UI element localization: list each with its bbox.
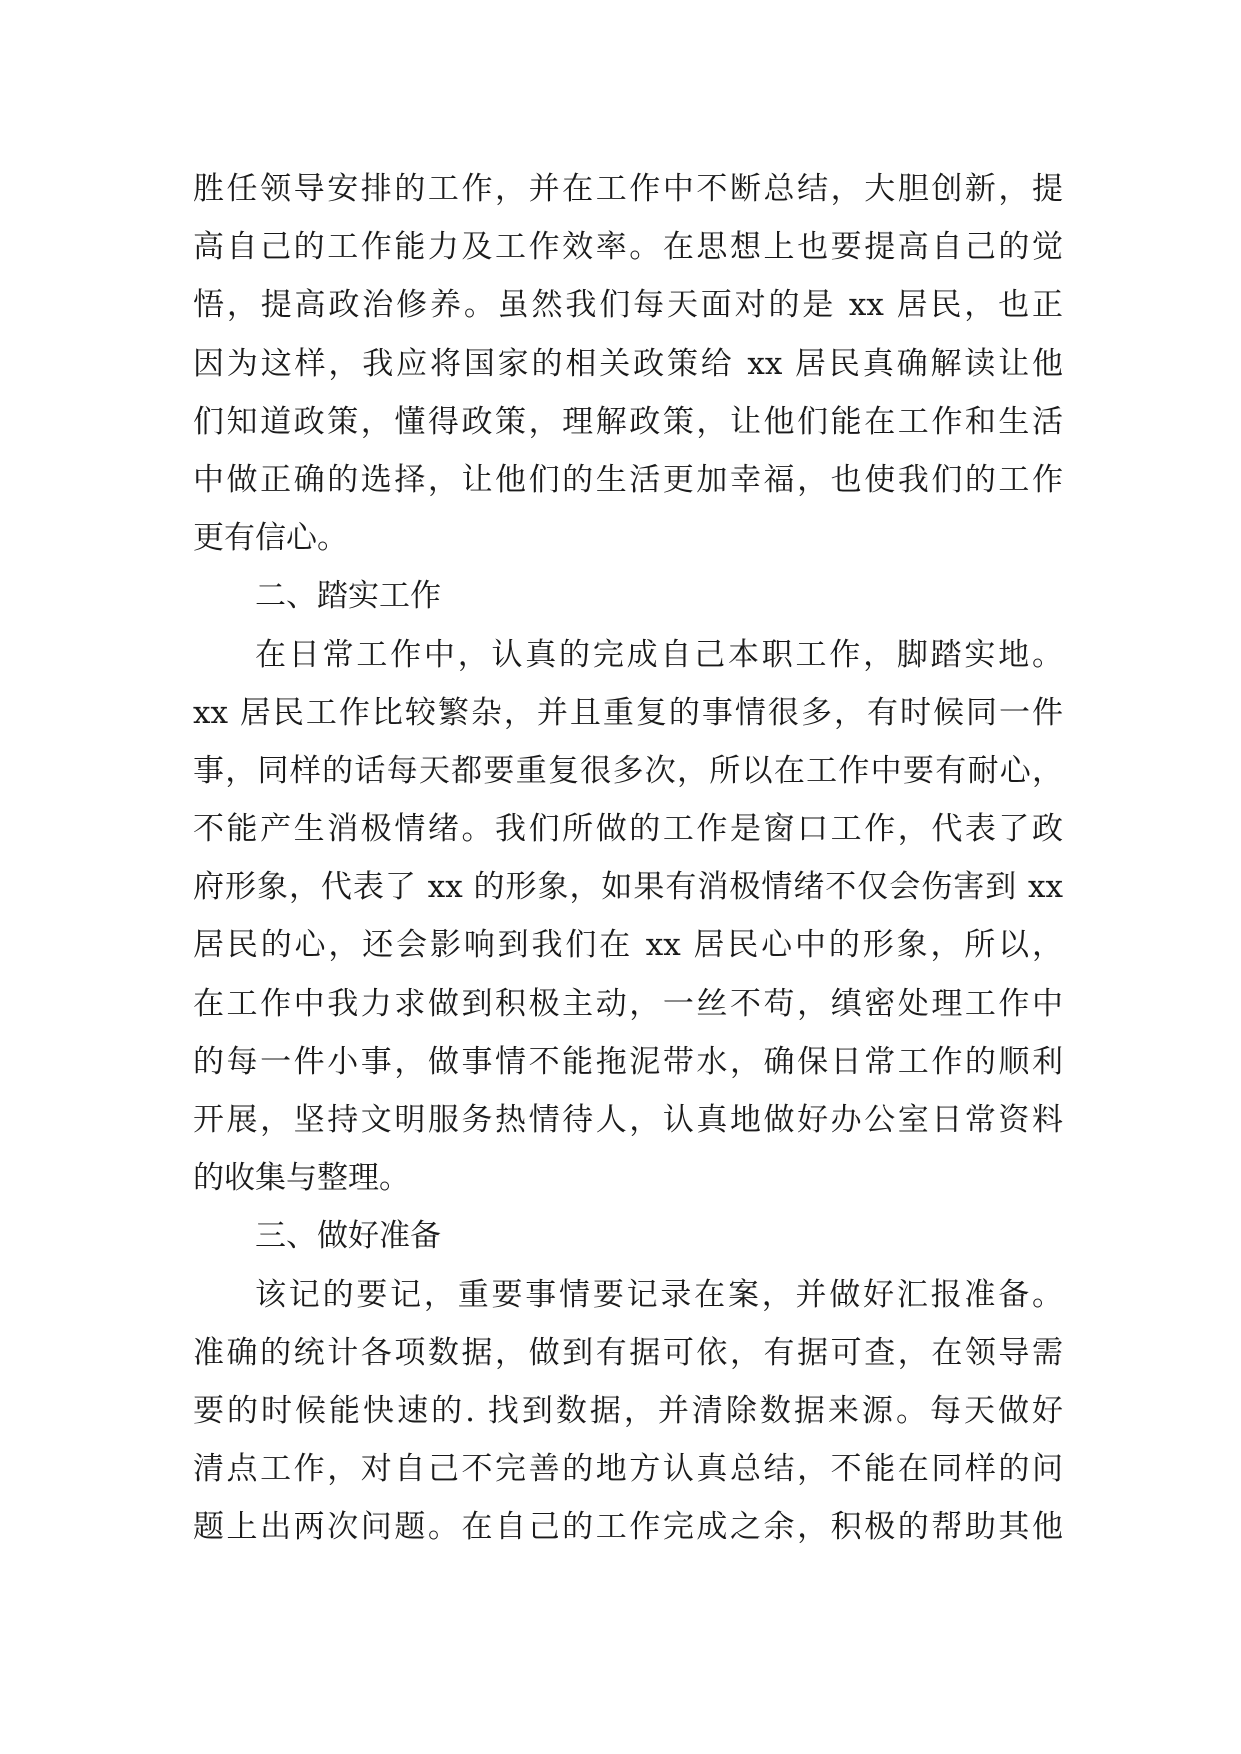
text-line: 的每一件小事，做事情不能拖泥带水，确保日常工作的顺利: [193, 1043, 1063, 1080]
text-line: 因为这样，我应将国家的相关政策给 xx 居民真确解读让他: [193, 345, 1063, 382]
text-line: 事，同样的话每天都要重复很多次，所以在工作中要有耐心，: [193, 752, 1063, 789]
paragraph-end-line: 更有信心。: [193, 520, 348, 557]
text-line: 清点工作，对自己不完善的地方认真总结，不能在同样的问: [193, 1451, 1063, 1488]
paragraph-end-line: 的收集与整理。: [193, 1160, 410, 1197]
text-line: 要的时候能快速的. 找到数据，并清除数据来源。每天做好: [193, 1392, 1063, 1429]
text-line: 悟，提高政治修养。虽然我们每天面对的是 xx 居民，也正: [193, 287, 1063, 324]
document-body: [193, 160, 1063, 1557]
text-line: 胜任领导安排的工作，并在工作中不断总结，大胆创新，提: [193, 171, 1063, 207]
text-line: xx 居民工作比较繁杂，并且重复的事情很多，有时候同一件: [193, 694, 1063, 731]
paragraph-first-line: 该记的要记，重要事情要记录在案，并做好汇报准备。: [255, 1276, 1063, 1313]
text-line: 不能产生消极情绪。我们所做的工作是窗口工作，代表了政: [193, 811, 1063, 848]
text-line: 们知道政策，懂得政策，理解政策，让他们能在工作和生活: [193, 403, 1063, 440]
text-line: 准确的统计各项数据，做到有据可依，有据可查，在领导需: [193, 1334, 1063, 1371]
text-line: 开展，坚持文明服务热情待人，认真地做好办公室日常资料: [193, 1102, 1063, 1138]
section-heading: 二、踏实工作: [255, 578, 441, 615]
text-line: 居民的心，还会影响到我们在 xx 居民心中的形象，所以，: [193, 927, 1063, 964]
text-line: 府形象，代表了 xx 的形象，如果有消极情绪不仅会伤害到 xx: [193, 869, 1063, 906]
section-heading: 三、做好准备: [255, 1218, 441, 1255]
text-line: 在工作中我力求做到积极主动，一丝不苟，缜密处理工作中: [193, 985, 1063, 1022]
paragraph-first-line: 在日常工作中，认真的完成自己本职工作，脚踏实地。: [255, 636, 1063, 673]
text-line: 题上出两次问题。在自己的工作完成之余，积极的帮助其他: [193, 1509, 1063, 1546]
text-line: 高自己的工作能力及工作效率。在思想上也要提高自己的觉: [193, 229, 1063, 266]
text-line: 中做正确的选择，让他们的生活更加幸福，也使我们的工作: [193, 461, 1063, 498]
